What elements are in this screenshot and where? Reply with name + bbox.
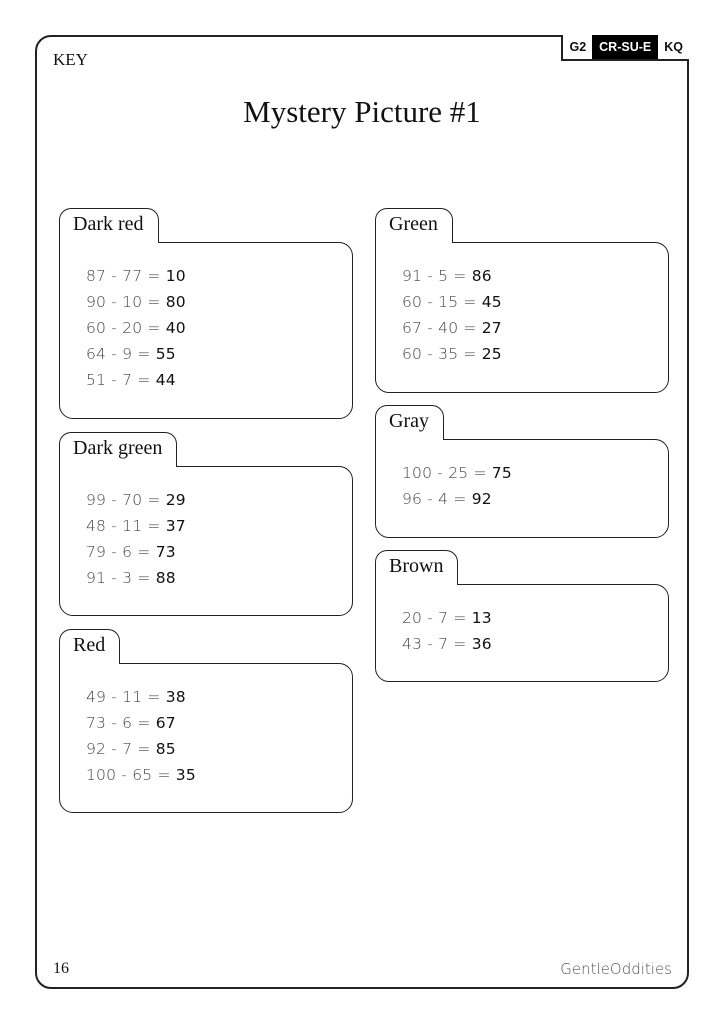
card-dark-red [59,208,353,419]
card-body [375,584,669,682]
answer: 35 [175,766,196,784]
answer: 88 [155,569,176,587]
card-gray [375,405,669,538]
card-body [59,466,353,616]
answer: 85 [155,740,176,758]
equation: 49 - 11 = 38 [86,688,186,706]
brand-logo: GentleOddities [560,960,672,978]
card-label: Dark green [59,432,177,467]
equation: 91 - 3 = 88 [86,569,176,587]
equation: 96 - 4 = 92 [402,490,492,508]
equation: 100 - 65 = 35 [86,766,196,784]
answer: 45 [481,293,502,311]
answer: 13 [471,609,492,627]
page-number: 16 [53,960,69,977]
equation: 60 - 35 = 25 [402,345,502,363]
answer: 36 [471,635,492,653]
answer: 40 [165,319,186,337]
grade-tag: G2 [563,35,592,59]
answer: 25 [481,345,502,363]
equation: 79 - 6 = 73 [86,543,176,561]
card-red [59,629,353,813]
equation: 87 - 77 = 10 [86,267,186,285]
answer: 73 [155,543,176,561]
card-body [375,439,669,538]
answer: 92 [471,490,492,508]
card-label: Dark red [59,208,159,243]
equation: 60 - 20 = 40 [86,319,186,337]
answer: 44 [155,371,176,389]
card-brown [375,550,669,682]
answer: 29 [165,491,186,509]
answer: 37 [165,517,186,535]
code-tags [561,35,689,61]
answer: 86 [471,267,492,285]
equation: 51 - 7 = 44 [86,371,176,389]
card-body [59,242,353,419]
equation: 20 - 7 = 13 [402,609,492,627]
equation: 99 - 70 = 29 [86,491,186,509]
equation: 100 - 25 = 75 [402,464,512,482]
card-label: Red [59,629,120,664]
equation: 91 - 5 = 86 [402,267,492,285]
answer: 27 [481,319,502,337]
answer: 67 [155,714,176,732]
equation: 73 - 6 = 67 [86,714,176,732]
key-label: KEY [53,50,88,69]
equation: 43 - 7 = 36 [402,635,492,653]
equation: 92 - 7 = 85 [86,740,176,758]
answer: 75 [491,464,512,482]
type-tag: KQ [658,35,689,59]
equation: 67 - 40 = 27 [402,319,502,337]
card-dark-green [59,432,353,616]
card-label: Brown [375,550,458,585]
equation: 64 - 9 = 55 [86,345,176,363]
card-label: Gray [375,405,444,440]
equation: 48 - 11 = 37 [86,517,186,535]
answer: 10 [165,267,186,285]
answer: 55 [155,345,176,363]
answer: 38 [165,688,186,706]
card-green [375,208,669,393]
page-title: Mystery Picture #1 [243,94,481,129]
skill-tag: CR-SU-E [592,35,658,59]
card-label: Green [375,208,453,243]
equation: 90 - 10 = 80 [86,293,186,311]
equation: 60 - 15 = 45 [402,293,502,311]
card-body [375,242,669,393]
answer: 80 [165,293,186,311]
card-body [59,663,353,813]
